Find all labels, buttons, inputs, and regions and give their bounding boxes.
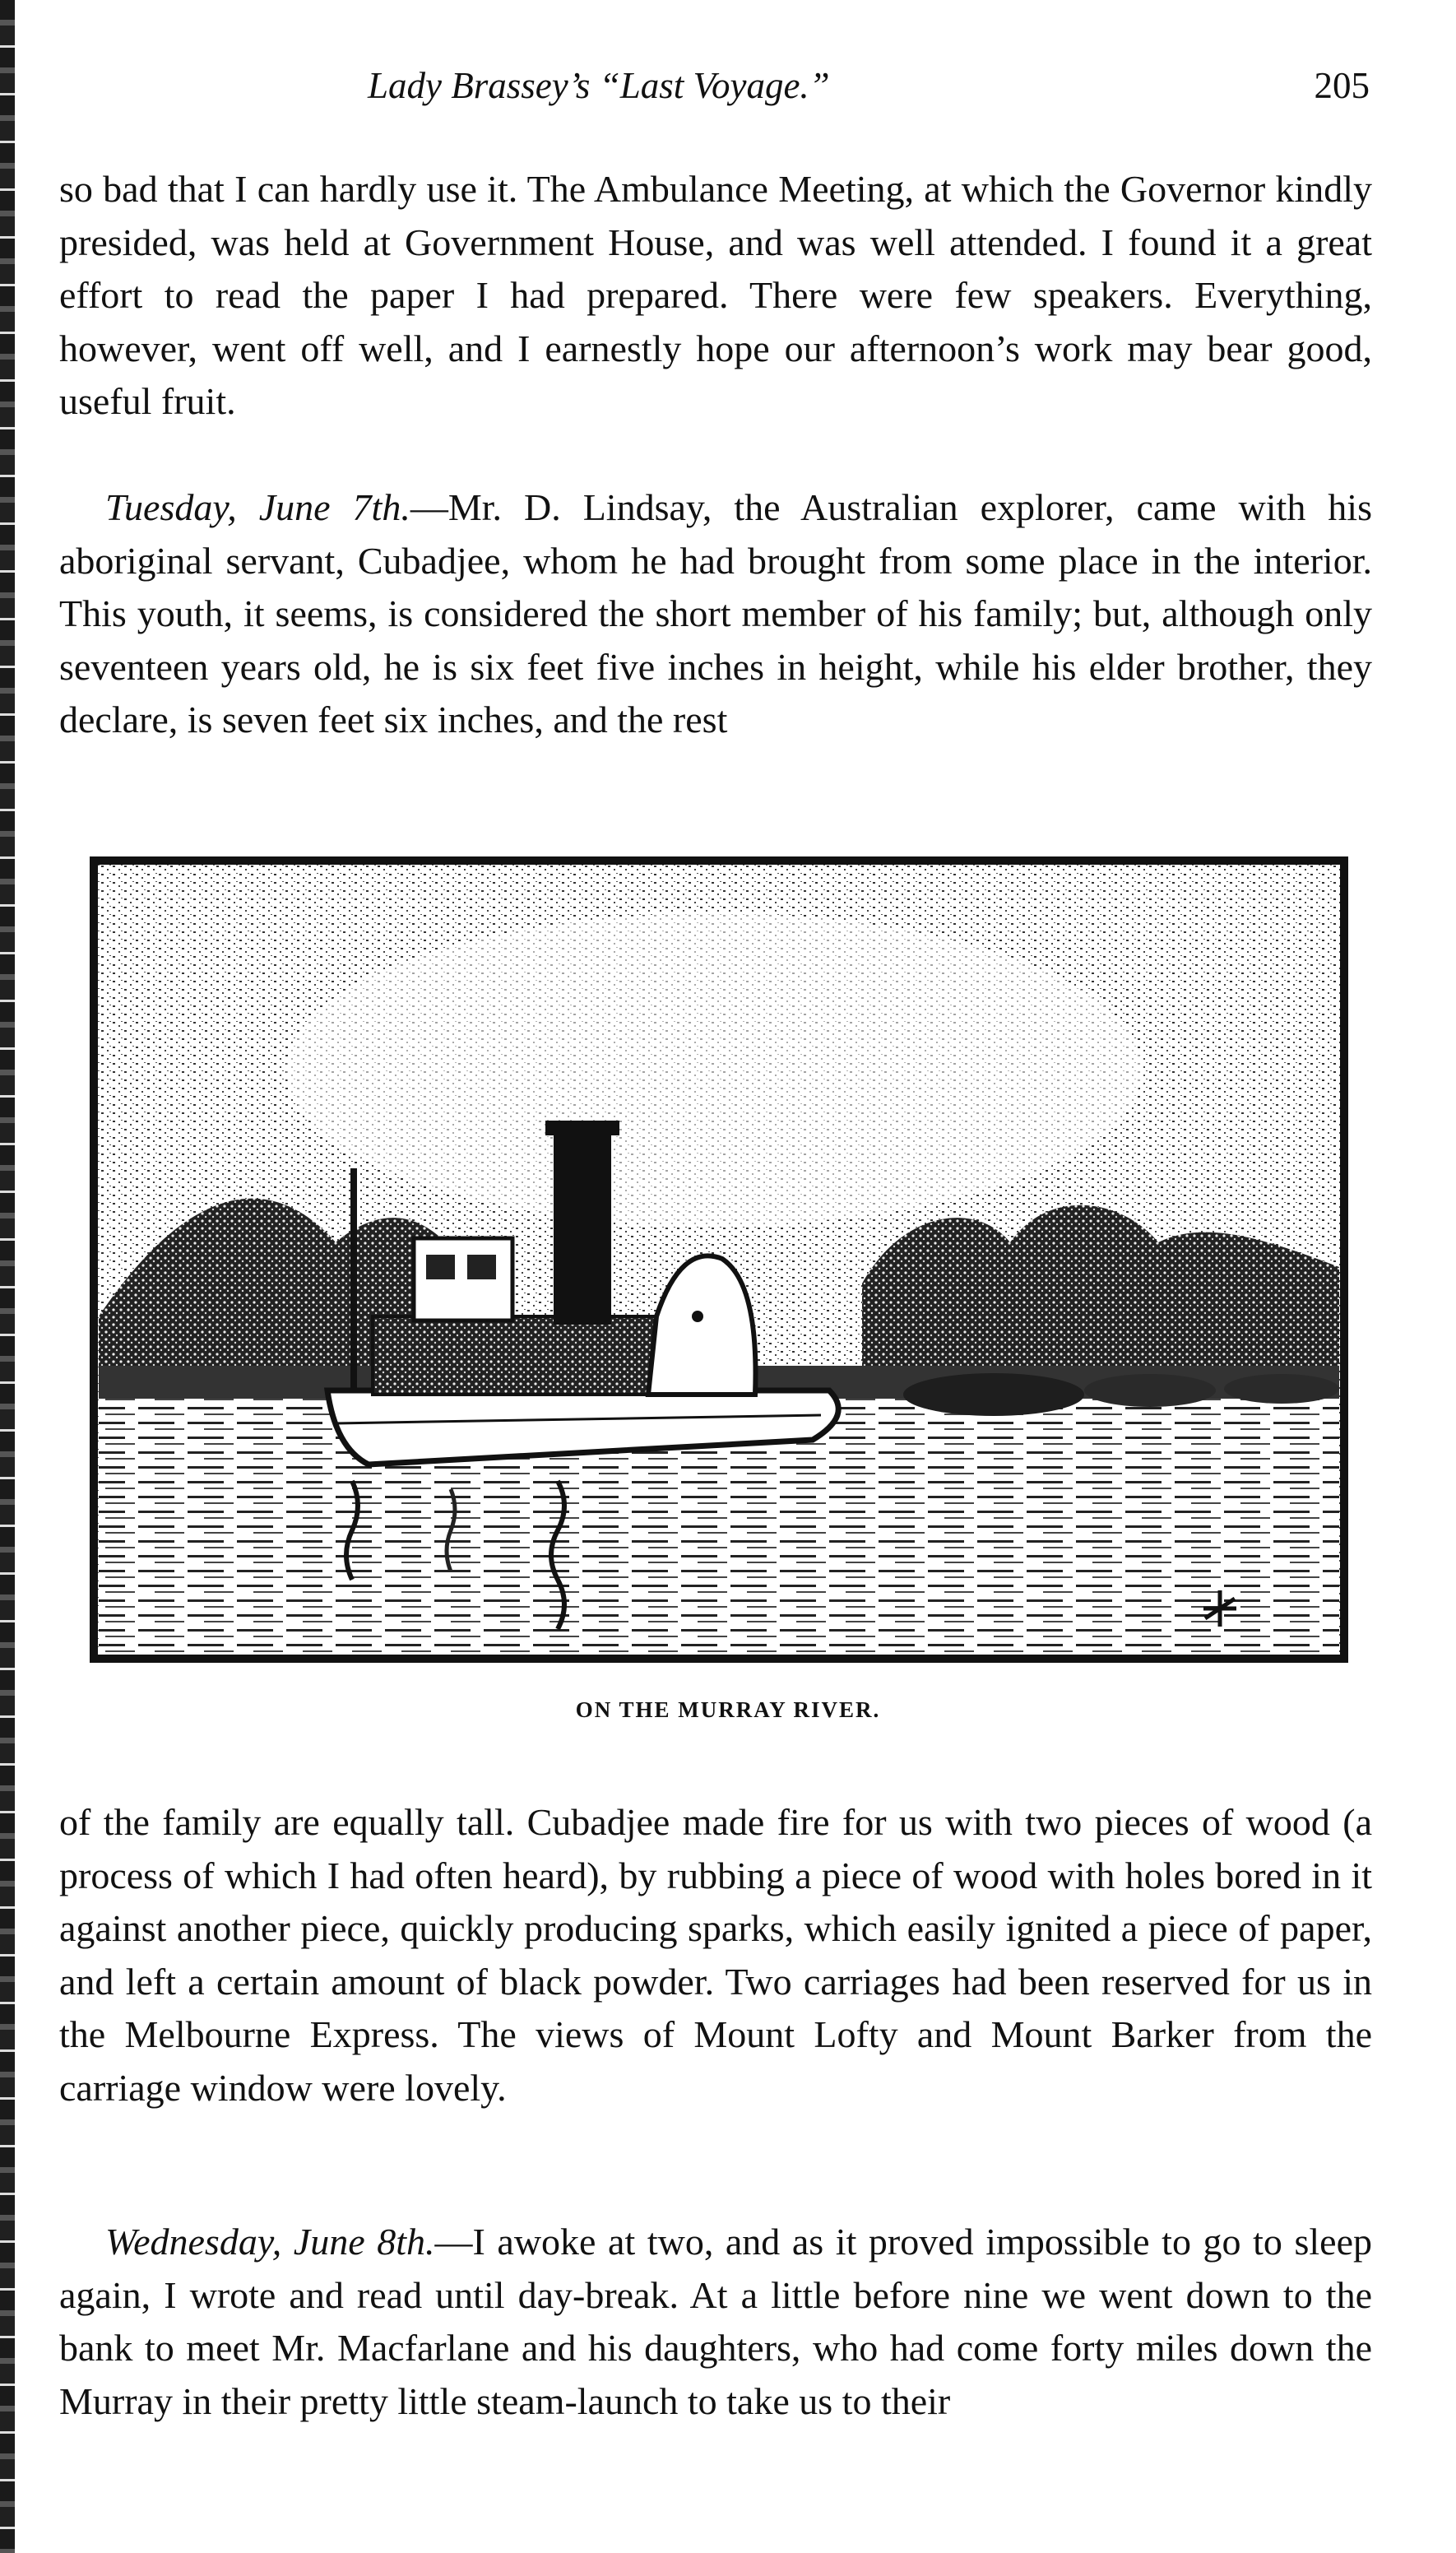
entry-date-wednesday: Wednesday, June 8th. — [105, 2221, 435, 2263]
paragraph-wednesday — [59, 2216, 1372, 2428]
entry-text-tuesday: —Mr. D. Lindsay, the Australian explorer, came with his aboriginal servant, Cubadjee, whom he had brought from some place in the interior. This youth, it seems, is considered the short member of his family; but, although only seventeen years old, he is six feet five inches in height, while his elder brother, they declare, is seven feet six inches, and the rest — [59, 486, 1372, 740]
paragraph-tuesday — [59, 481, 1372, 747]
figure-caption: ON THE MURRAY RIVER. — [575, 1697, 881, 1722]
entry-date-tuesday: Tuesday, June 7th. — [105, 486, 410, 528]
paragraph-ambulance-meeting: so bad that I can hardly use it. The Ambulance Meeting, at which the Governor kindly presided, was held at Government House, and was well attended. I found it a great effort to read the paper I had prepared. There were few speakers. Everything, however, went off well, and I earnestly hope our afternoon’s work may bear good, useful fruit. — [59, 168, 1372, 422]
illustration-murray-river — [89, 856, 1349, 1666]
running-title: Lady Brassey’s “Last Voyage.” — [368, 65, 830, 106]
steamboat-engraving — [89, 856, 1349, 1666]
paragraph-cubadjee-fire: of the family are equally tall. Cubadjee made fire for us with two pieces of wood (a process of which I had often heard), by rubbing a piece of wood with holes bored in it against another piece, quickly producing sparks, which easily ignited a piece of paper, and left a certain amount of black powder. Two carriages had been reserved for us in the Melbourne Express. The views of Mount Lofty and Mount Barker from the carriage window were lovely. — [59, 1801, 1372, 2109]
entry-text-wednesday: —I awoke at two, and as it proved impossible to go to sleep again, I wrote and read until day-break. At a little before nine we went down to the bank to meet Mr. Macfarlane and his daughters, who had come forty miles down the Murray in their pretty little steam-launch to take us to their — [59, 2221, 1372, 2422]
page-number: 205 — [1314, 65, 1370, 106]
page-header — [62, 64, 1370, 122]
scan-edge — [0, 0, 15, 2553]
